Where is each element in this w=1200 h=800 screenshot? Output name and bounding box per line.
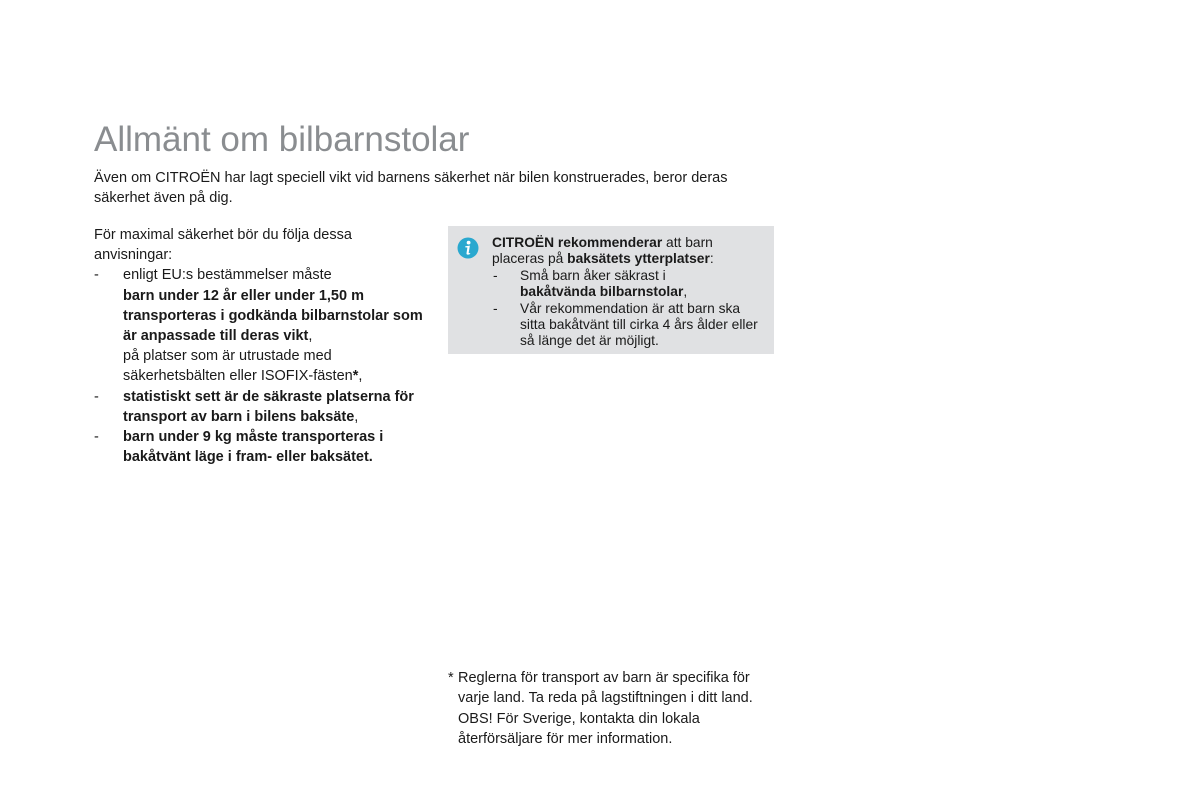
item-text: på platser som är utrustade med säkerhetsbälten eller ISOFIX-fästen	[123, 348, 353, 385]
list-dash: -	[94, 388, 99, 405]
info-icon	[457, 237, 479, 259]
info-text: ,	[683, 284, 688, 300]
page-title: Allmänt om bilbarnstolar	[94, 120, 470, 159]
info-text: Vår rekommendation är att barn ska sitta bakåtvänt till cirka 4 års ålder eller så länge det är möjligt.	[520, 300, 758, 349]
footnote-text: Reglerna för transport av barn är specifika för varje land. Ta reda på lagstiftningen i ditt land. OBS! För Sverige, kontakta din lokala återförsäljare för mer information.	[458, 670, 753, 747]
info-text: :	[709, 251, 714, 267]
instructions-lead: För maximal säkerhet bör du följa dessa anvisningar:	[94, 227, 352, 264]
footnote-marker: *	[448, 670, 454, 686]
footnote	[448, 668, 778, 749]
info-bold-text: CITROËN rekommenderar	[492, 235, 663, 250]
item-footnote-marker: *	[352, 368, 359, 385]
item-text: enligt EU:s bestämmelser måste	[123, 267, 332, 284]
list-item	[492, 301, 766, 350]
safety-instructions	[94, 225, 434, 467]
item-bold-text: barn under 9 kg måste transporteras i bakåtvänt läge i fram- eller baksätet.	[123, 429, 384, 466]
item-text: ,	[358, 368, 363, 385]
item-bold-text: barn under 12 år eller under 1,50 m transporteras i godkända bilbarnstolar som är anpassade till deras vikt	[123, 287, 423, 345]
list-item	[94, 265, 434, 386]
list-dash: -	[493, 267, 498, 283]
instructions-list	[94, 265, 434, 467]
item-text: ,	[354, 408, 359, 425]
item-text: ,	[308, 328, 313, 345]
item-bold-text: statistiskt sett är de säkraste platserna för transport av barn i bilens baksäte	[123, 388, 414, 425]
list-dash: -	[493, 300, 498, 316]
info-text: Små barn åker säkrast i	[520, 267, 666, 283]
info-text: att barn placeras på	[492, 235, 713, 267]
list-dash: -	[94, 429, 99, 446]
list-dash: -	[94, 267, 99, 284]
intro-paragraph: Även om CITROËN har lagt speciell vikt vid barnens säkerhet när bilen konstruerades, beror deras säkerhet även på dig.	[94, 170, 728, 206]
list-item	[94, 427, 434, 467]
info-box	[448, 226, 774, 354]
info-lead	[492, 235, 766, 268]
info-list	[492, 268, 766, 350]
list-item	[94, 387, 434, 427]
info-bold-text: bakåtvända bilbarnstolar	[520, 284, 684, 300]
info-bold-text: baksätets ytterplatser	[567, 251, 710, 267]
list-item	[492, 268, 766, 301]
